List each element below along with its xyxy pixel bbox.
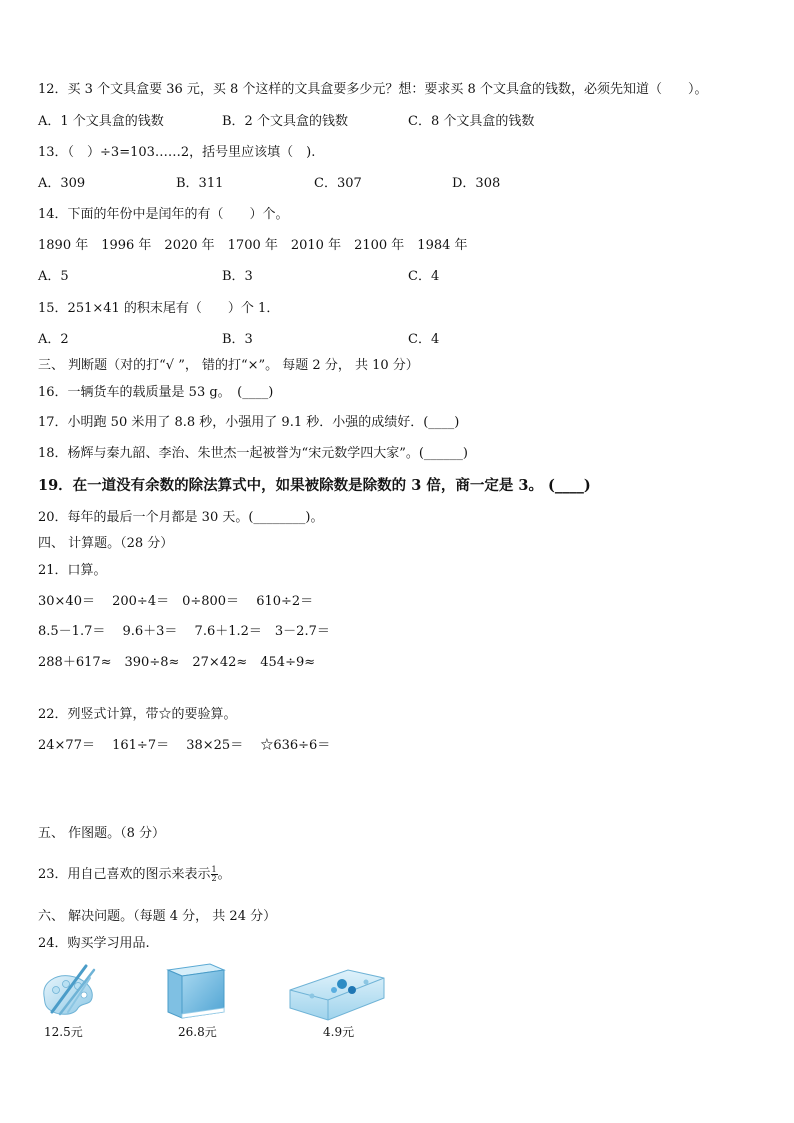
q14-option-b: B．3 bbox=[222, 269, 253, 284]
section-3-heading: 三、 判断题（对的打“√ ”， 错的打“×”。 每题 2 分， 共 10 分） bbox=[38, 358, 419, 373]
q12-option-a: A．1 个文具盒的钱数 bbox=[38, 114, 164, 129]
question-17: 17．小明跑 50 米用了 8.8 秒，小强用了 9.1 秒．小强的成绩好．(____) bbox=[38, 415, 460, 430]
question-19: 19．在一道没有余数的除法算式中，如果被除数是除数的 3 倍，商一定是 3。 (____) bbox=[38, 477, 591, 494]
question-15-stem: 15．251×41 的积末尾有（ ）个 1． bbox=[38, 301, 280, 316]
q23-text: 23．用自己喜欢的图示来表示 bbox=[38, 867, 211, 882]
q13-option-d: D．308 bbox=[452, 176, 501, 191]
question-24-title: 24．购买学习用品. bbox=[38, 936, 150, 951]
q21-row-3: 288＋617≈ 390÷8≈ 27×42≈ 454÷9≈ bbox=[38, 655, 316, 670]
question-20: 20．每年的最后一个月都是 30 天。(________)。 bbox=[38, 510, 324, 525]
question-23 bbox=[38, 866, 231, 884]
q22-row: 24×77＝ 161÷7＝ 38×25＝ ☆636÷6＝ bbox=[38, 738, 331, 753]
q14-years: 1890 年 1996 年 2020 年 1700 年 2010 年 2100 年 1984 年 bbox=[38, 238, 468, 253]
q12-option-b: B．2 个文具盒的钱数 bbox=[222, 114, 348, 129]
q13-option-a: A．309 bbox=[38, 176, 86, 191]
q14-option-c: C．4 bbox=[408, 269, 440, 284]
q12-option-c: C．8 个文具盒的钱数 bbox=[408, 114, 535, 129]
q15-option-a: A．2 bbox=[38, 332, 69, 347]
q21-row-1: 30×40＝ 200÷4＝ 0÷800＝ 610÷2＝ bbox=[38, 594, 314, 609]
question-12-stem: 12．买 3 个文具盒要 36 元，买 8 个这样的文具盒要多少元？想：要求买 8 个文具盒的钱数，必须先知道（ ）。 bbox=[38, 82, 708, 97]
q13-option-c: C．307 bbox=[314, 176, 362, 191]
question-18: 18．杨辉与秦九韶、李治、朱世杰一起被誉为“宋元数学四大家”。(______) bbox=[38, 446, 468, 461]
question-16: 16．一辆货车的载质量是 53 g。 (____) bbox=[38, 385, 274, 400]
fraction-numerator: 1 bbox=[211, 865, 217, 874]
section-5-heading: 五、 作图题。（8 分） bbox=[38, 826, 166, 841]
q21-row-2: 8.5－1.7＝ 9.6＋3＝ 7.6＋1.2＝ 3－2.7＝ bbox=[38, 624, 330, 639]
question-22-title: 22．列竖式计算，带☆的要验算。 bbox=[38, 707, 237, 722]
q23-end: 。 bbox=[217, 867, 231, 882]
q13-option-b: B．311 bbox=[176, 176, 224, 191]
one-half-fraction bbox=[211, 866, 218, 883]
item-2-price: 26.8元 bbox=[178, 1025, 217, 1039]
pencil-case-icon bbox=[288, 964, 386, 1022]
item-3-price: 4.9元 bbox=[323, 1025, 355, 1039]
item-1-price: 12.5元 bbox=[44, 1025, 83, 1039]
paint-palette-icon bbox=[38, 962, 100, 1022]
q14-option-a: A．5 bbox=[38, 269, 69, 284]
q15-option-c: C．4 bbox=[408, 332, 440, 347]
section-6-heading: 六、 解决问题。（每题 4 分， 共 24 分） bbox=[38, 909, 277, 924]
question-13-stem: 13．（ ）÷3=103……2，括号里应该填（ ). bbox=[38, 145, 316, 160]
section-4-heading: 四、 计算题。（28 分） bbox=[38, 536, 174, 551]
fraction-denominator: 2 bbox=[211, 874, 217, 883]
q15-option-b: B．3 bbox=[222, 332, 253, 347]
question-21-title: 21．口算。 bbox=[38, 563, 107, 578]
book-icon bbox=[162, 962, 230, 1020]
question-14-stem: 14．下面的年份中是闰年的有（ ）个。 bbox=[38, 207, 289, 222]
